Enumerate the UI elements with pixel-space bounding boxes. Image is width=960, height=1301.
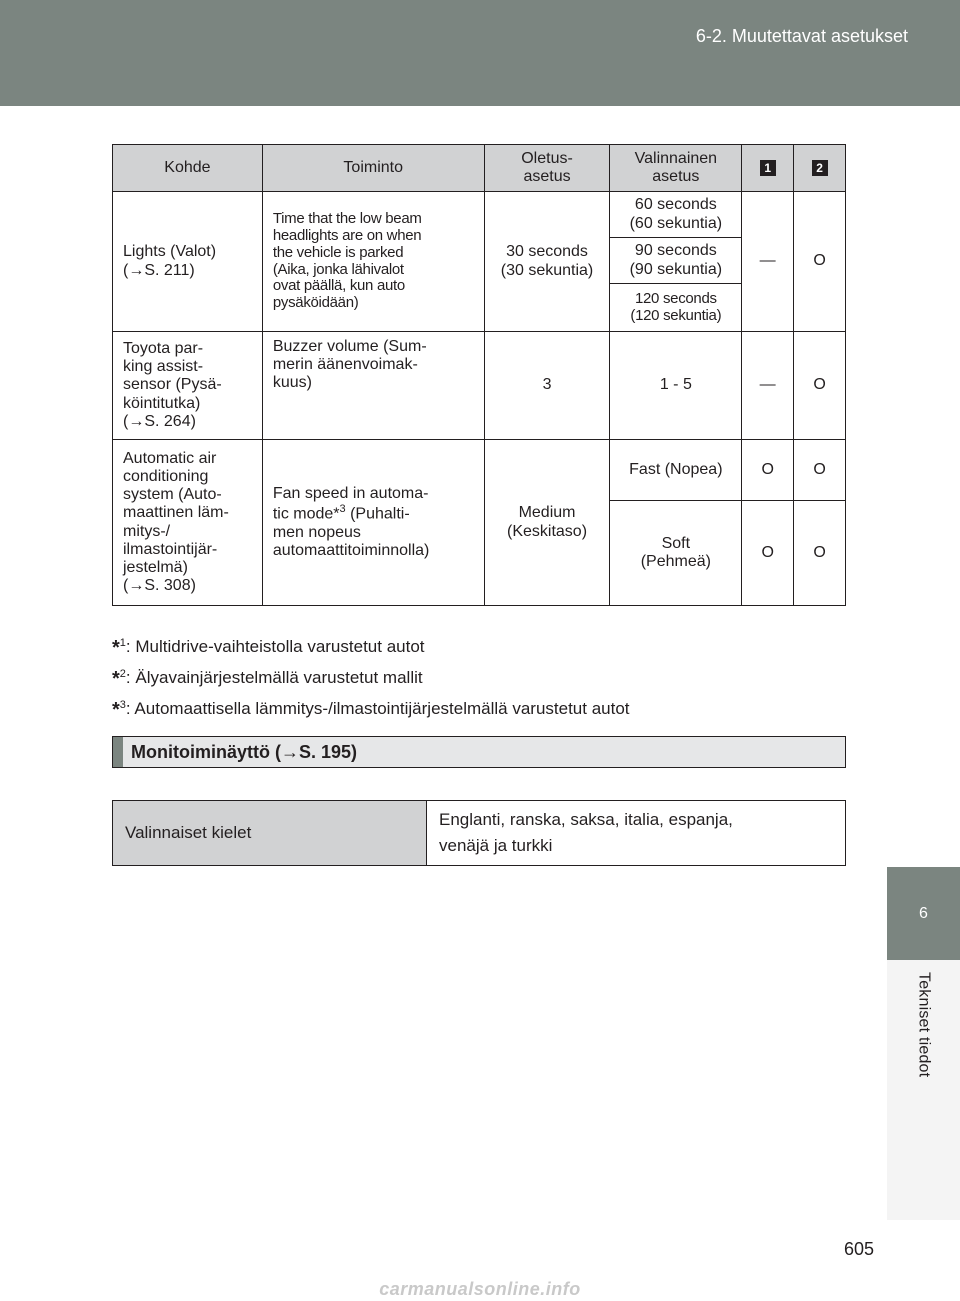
chapter-label-area [887, 960, 960, 1220]
languages-value: Englanti, ranska, saksa, italia, espanja, venäjä ja turkki [427, 801, 846, 866]
section-title: 6-2. Muutettavat asetukset [695, 26, 908, 46]
footnotes [112, 630, 630, 723]
badge-2-icon: 2 [812, 160, 828, 176]
header-item: Kohde [113, 145, 263, 192]
row-option: 120 seconds (120 sekuntia) [610, 284, 742, 332]
row-option: 1 - 5 [610, 332, 742, 440]
row-col2: O [794, 192, 846, 332]
footnote: *$^1$: Multidrive-vaihteistolla varustetut autot [112, 637, 425, 659]
page-number: 605 [844, 1239, 875, 1259]
row-function: Time that the low beam headlights are on when the vehicle is parked (Aika, jonka lähivalot ovat päällä, kun auto pysäköidään) [262, 192, 484, 332]
footnote: *$^3$: Automaattisella lämmitys-/ilmastointijärjestelmällä varustetut autot [112, 699, 630, 721]
row-col1: O [742, 440, 794, 501]
page-header [0, 0, 960, 106]
row-default: 3 [484, 332, 610, 440]
row-default: Medium (Keskitaso) [484, 440, 610, 606]
row-function: Fan speed in automa- tic mode*$^3$ (Puhalti- men nopeus automaattitoiminnolla) [262, 440, 484, 606]
row-option: Soft (Pehmeä) [610, 501, 742, 606]
header-function: Toiminto [262, 145, 484, 192]
watermark: carmanualsonline.info [379, 1278, 581, 1299]
row-option: Fast (Nopea) [610, 440, 742, 501]
chapter-tab [887, 867, 960, 960]
row-option: 60 seconds (60 sekuntia) [610, 192, 742, 238]
table-row [113, 332, 846, 440]
section-heading [112, 736, 846, 768]
table-row [113, 801, 846, 866]
row-col1: — [742, 192, 794, 332]
row-function: Buzzer volume (Sum- merin äänenvoimak- kuus) [262, 332, 484, 440]
table-header-row [113, 145, 846, 192]
settings-table [112, 144, 846, 606]
table-row [113, 192, 846, 238]
row-col2: O [794, 440, 846, 501]
row-col1: — [742, 332, 794, 440]
section-heading-text: Monitoiminäyttö (→S. 195) [131, 742, 358, 762]
languages-table [112, 800, 846, 866]
row-default: 30 seconds (30 sekuntia) [484, 192, 610, 332]
header-col2 [794, 145, 846, 192]
header-optional: Valinnainen asetus [610, 145, 742, 192]
row-item: Toyota par- king assist- sensor (Pysä- köintitutka) (→S. 264) [113, 332, 263, 440]
footnote: *$^2$: Älyavainjärjestelmällä varustetut mallit [112, 668, 423, 690]
row-col2: O [794, 332, 846, 440]
table-row [113, 440, 846, 501]
header-col1 [742, 145, 794, 192]
languages-label: Valinnaiset kielet [113, 801, 427, 866]
header-default: Oletus- asetus [484, 145, 610, 192]
row-col2: O [794, 501, 846, 606]
row-item: Lights (Valot) (→S. 211) [113, 192, 263, 332]
badge-1-icon: 1 [760, 160, 776, 176]
row-option: 90 seconds (90 sekuntia) [610, 238, 742, 284]
chapter-label: Tekniset tiedot [915, 972, 933, 1078]
row-col1: O [742, 501, 794, 606]
row-item: Automatic air conditioning system (Auto- maattinen läm- mitys-/ ilmastointijär- jestelmä) (→S. 308) [113, 440, 263, 606]
chapter-number: 6 [919, 904, 928, 922]
section-marker-bar [113, 737, 123, 767]
